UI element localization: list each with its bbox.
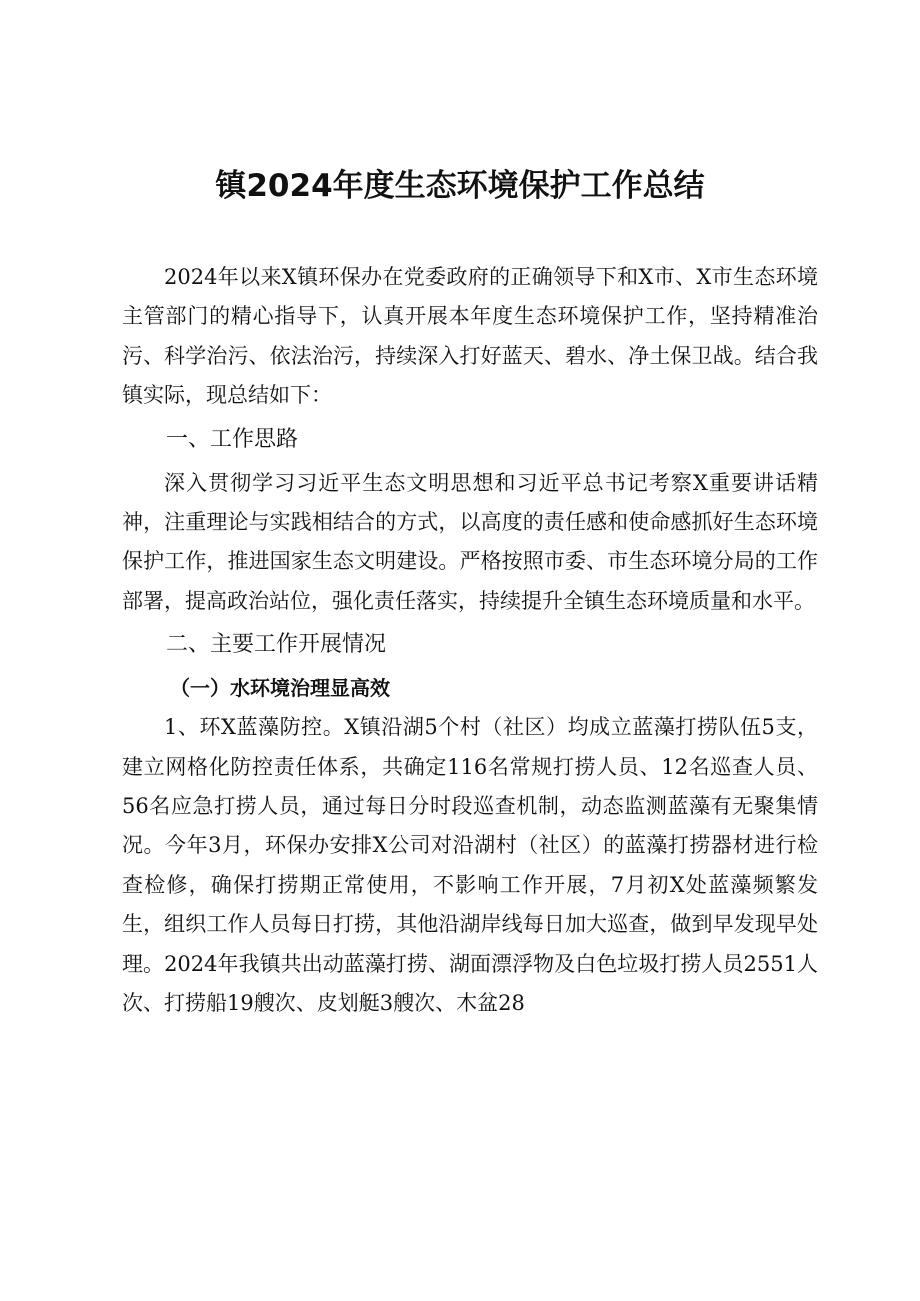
work-approach-paragraph: 深入贯彻学习习近平生态文明思想和习近平总书记考察X重要讲话精神，注重理论与实践相结合的方式，以高度的责任感和使命感抓好生态环境保护工作，推进国家生态文明建设。严格按照市委、市生态环境分局的工作部署，提高政治站位，强化责任落实，持续提升全镇生态环境质量和水平。 bbox=[122, 470, 818, 613]
intro-paragraph: 2024年以来X镇环保办在党委政府的正确领导下和X市、X市生态环境主管部门的精心指导下，认真开展本年度生态环境保护工作，坚持精准治污、科学治污、依法治污，持续深入打好蓝天、碧水、净土保卫战。结合我镇实际，现总结如下： bbox=[122, 265, 818, 408]
section-heading-work-approach: 一、工作思路 bbox=[166, 426, 299, 452]
document-body bbox=[122, 258, 818, 1024]
subsection-heading-water: （一）水环境治理显高效 bbox=[170, 676, 390, 701]
section-heading-main-work: 二、主要工作开展情况 bbox=[166, 632, 387, 658]
document-title: 镇2024年度生态环境保护工作总结 bbox=[215, 168, 705, 204]
item-paragraph-algae-control: 1、环X蓝藻防控。X镇沿湖5个村（社区）均成立蓝藻打捞队伍5支，建立网格化防控责任体系，共确定116名常规打捞人员、12名巡查人员、56名应急打捞人员，通过每日分时段巡查机制，动态监测蓝藻有无聚集情况。今年3月，环保办安排X公司对沿湖村（社区）的蓝藻打捞器材进行检查检修，确保打捞期正常使用，不影响工作开展，7月初X处蓝藻频繁发生，组织工作人员每日打捞，其他沿湖岸线每日加大巡查，做到早发现早处理。2024年我镇共出动蓝藻打捞、湖面漂浮物及白色垃圾打捞人员2551人次、打捞船19艘次、皮划艇3艘次、木盆28 bbox=[122, 715, 818, 1016]
